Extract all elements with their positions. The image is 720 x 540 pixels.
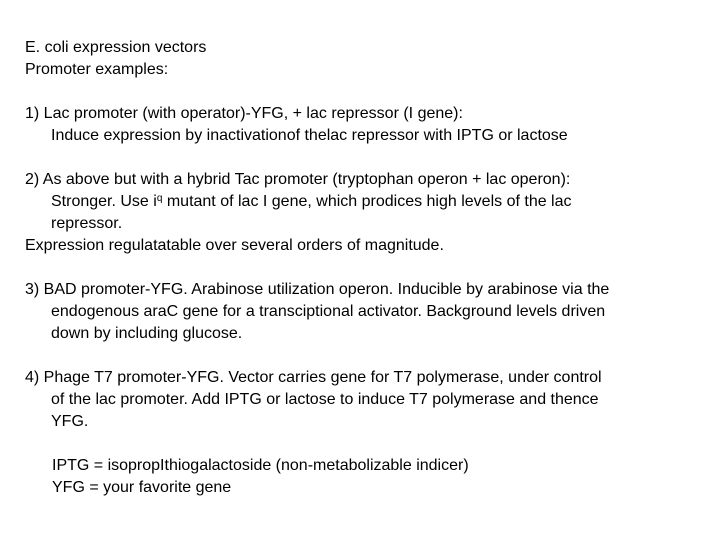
item-2-line-1: 2) As above but with a hybrid Tac promoter (tryptophan operon + lac operon): [25, 171, 571, 188]
item-2-line-2 [25, 191, 705, 213]
item-3-line-3: down by including glucose. [51, 325, 243, 342]
item-2 [25, 169, 705, 257]
item-3 [25, 279, 705, 345]
item-2-line-2-start: Stronger. Use i [51, 193, 157, 210]
item-4-line-3: YFG. [51, 413, 89, 430]
item-2-line-2-end: mutant of lac I gene, which prodices high levels of the lac [162, 193, 572, 210]
item-3-line-1: 3) BAD promoter-YFG. Arabinose utilization operon. Inducible by arabinose via the [25, 281, 610, 298]
definition-iptg: IPTG = isopropIthiogalactoside (non-metabolizable indicer) [52, 457, 469, 474]
item-4 [25, 367, 705, 433]
superscript-q: q [156, 193, 163, 204]
item-2-line-4: Expression regulatatable over several orders of magnitude. [25, 237, 444, 254]
slide-content [25, 37, 705, 499]
item-1-line-2: Induce expression by inactivationof thelac repressor with IPTG or lactose [51, 127, 568, 144]
definitions [25, 455, 705, 499]
item-1 [25, 103, 705, 147]
slide-title: E. coli expression vectors [25, 39, 207, 56]
item-1-line-1: 1) Lac promoter (with operator)-YFG, + lac repressor (I gene): [25, 105, 463, 122]
item-4-line-2: of the lac promoter. Add IPTG or lactose to induce T7 polymerase and thence [51, 391, 599, 408]
definition-yfg: YFG = your favorite gene [52, 479, 232, 496]
slide-subtitle: Promoter examples: [25, 61, 169, 78]
item-2-line-3: repressor. [51, 215, 123, 232]
item-4-line-1: 4) Phage T7 promoter-YFG. Vector carries gene for T7 polymerase, under control [25, 369, 602, 386]
item-3-line-2: endogenous araC gene for a transciptional activator. Background levels driven [51, 303, 606, 320]
